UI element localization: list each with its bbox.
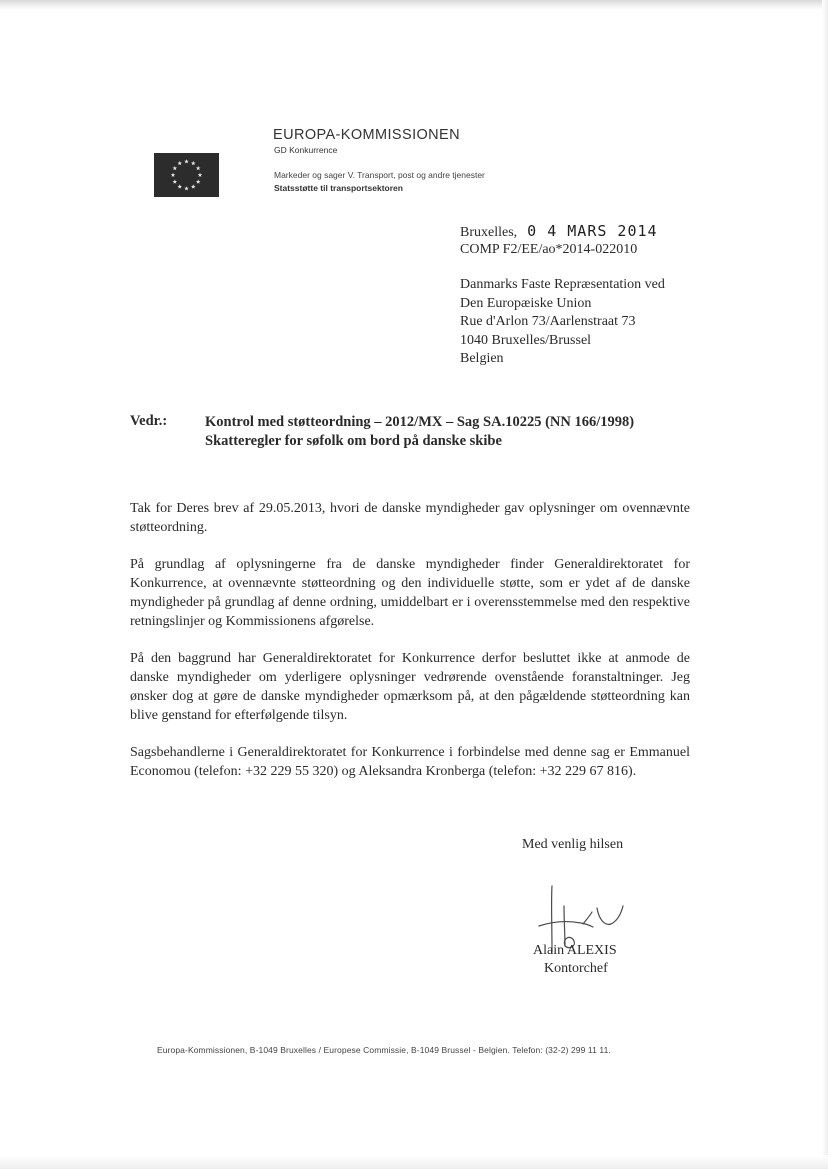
address-line: Rue d'Arlon 73/Aarlenstraat 73 <box>460 314 636 330</box>
eu-flag-icon <box>154 153 219 197</box>
directorate: Markeder og sager V. Transport, post og andre tjenester <box>274 170 485 180</box>
flag-star <box>184 186 189 190</box>
flag-star <box>191 184 196 188</box>
subject-line: Kontrol med støtteordning – 2012/MX – Sag SA.10225 (NN 166/1998) <box>205 414 635 430</box>
address-line: Belgien <box>460 351 504 367</box>
flag-star <box>198 173 203 177</box>
flag-star <box>196 179 201 183</box>
place: Bruxelles, <box>460 225 518 240</box>
body-paragraph: Sagsbehandlerne i Generaldirektoratet for Konkurrence i forbindelse med denne sag er Emmanuel Economou (telefon: +32 229 55 320) og Aleksandra Kronberga (telefon: +32 229 67 816). <box>130 745 690 779</box>
flag-star <box>173 166 178 170</box>
organisation-name: EUROPA-KOMMISSIONEN <box>273 127 460 143</box>
body-paragraph: På den baggrund har Generaldirektoratet for Konkurrence derfor besluttet ikke at anmode de danske myndigheder om yderligere oplysninger vedrørende ovenstående foranstaltninger. Jeg ønsker dog at gøre de danske myndigheder opmærksom på, at den pågældende støtteordning kan blive genstand for efterfølgende tilsyn. <box>130 651 690 723</box>
subject <box>205 413 634 451</box>
recipient-address <box>460 276 665 369</box>
flag-star <box>173 179 178 183</box>
address-line: Danmarks Faste Repræsentation ved <box>460 277 665 292</box>
place-date-line <box>460 222 658 241</box>
scan-edge-top <box>0 0 828 10</box>
directorate-general: GD Konkurrence <box>274 145 338 155</box>
eu-flag-stars <box>154 153 219 197</box>
flag-star <box>191 161 196 165</box>
unit-name: Statsstøtte til transportsektoren <box>274 183 403 193</box>
signer-title: Kontorchef <box>544 961 608 976</box>
subject-label: Vedr.: <box>130 413 168 429</box>
scan-edge-bottom <box>0 1155 828 1169</box>
flag-star <box>196 166 201 170</box>
subject-line: Skatteregler for søfolk om bord på danske skibe <box>205 433 502 449</box>
body-paragraph: På grundlag af oplysningerne fra de danske myndigheder finder Generaldirektoratet for Konkurrence, at ovennævnte støtteordning og den individuelle støtte, som er ydet af de danske myndigheder på grundlag af denne ordning, umiddelbart er i overensstemmelse med den respektive retningslinjer og Kommissionens afgørelse. <box>130 557 690 629</box>
flag-star <box>171 173 176 177</box>
date-stamp: 0 4 MARS 2014 <box>527 222 658 240</box>
footer-address: Europa-Kommissionen, B-1049 Bruxelles / Europese Commissie, B-1049 Brussel - Belgien. Telefon: (32-2) 299 11 11. <box>157 1045 611 1055</box>
body-paragraph: Tak for Deres brev af 29.05.2013, hvori de danske myndigheder gav oplysninger om ovennævnte støtteordning. <box>130 501 690 535</box>
scan-edge-right <box>822 0 828 1169</box>
letter-body <box>130 499 690 799</box>
address-line: Den Europæiske Union <box>460 295 592 311</box>
flag-star <box>177 184 182 188</box>
reference-number: COMP F2/EE/ao*2014-022010 <box>460 242 638 257</box>
address-line: 1040 Bruxelles/Brussel <box>460 332 592 348</box>
closing-greeting: Med venlig hilsen <box>522 837 624 852</box>
flag-star <box>177 161 182 165</box>
flag-star <box>184 159 189 163</box>
signer-name: Alain ALEXIS <box>533 943 617 958</box>
